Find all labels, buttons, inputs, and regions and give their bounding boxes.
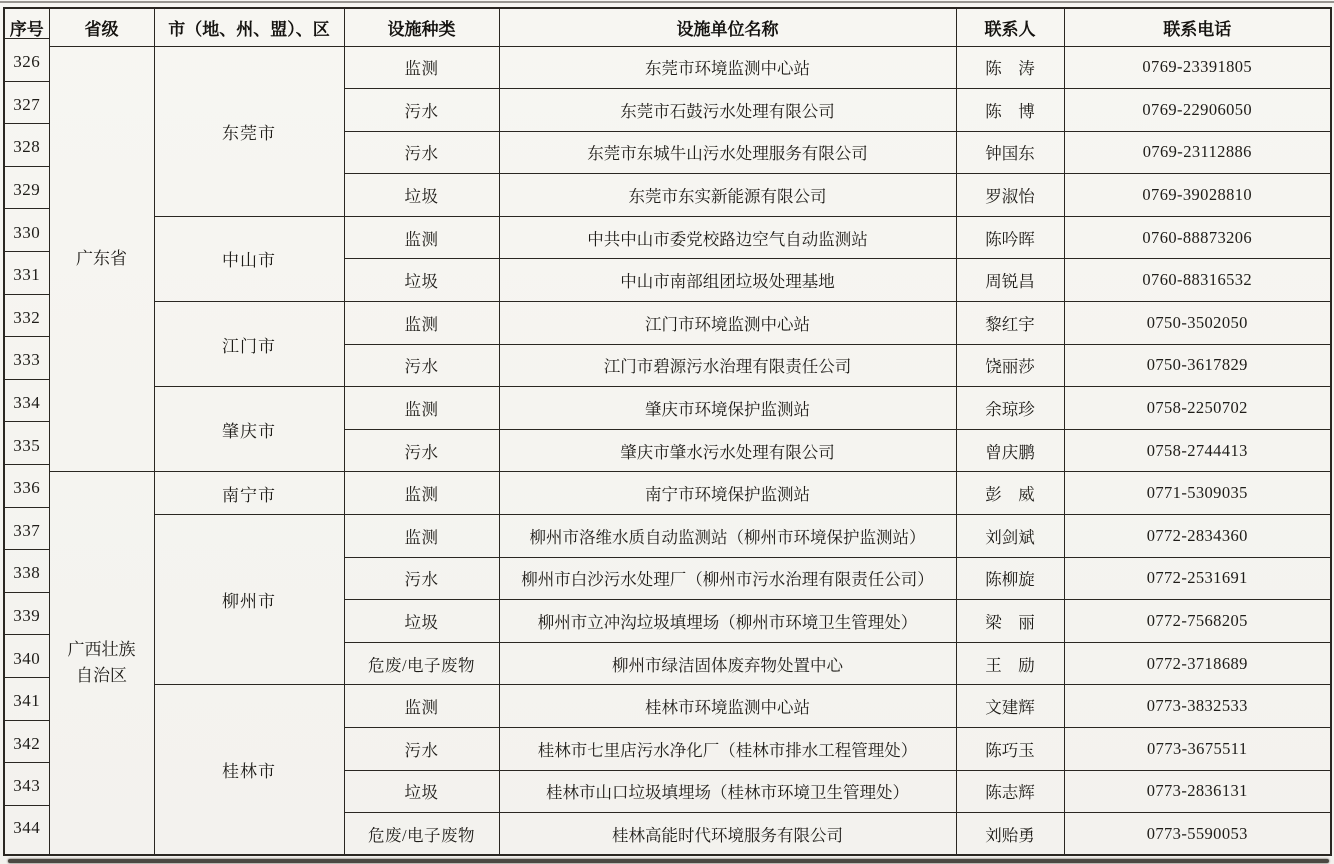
facility-name-cell: 东莞市环境监测中心站 xyxy=(499,46,956,89)
facility-name-cell: 桂林市七里店污水净化厂（桂林市排水工程管理处） xyxy=(499,728,956,771)
city-cell: 肇庆市 xyxy=(154,387,344,472)
facility-type-cell: 污水 xyxy=(344,429,499,472)
phone-cell: 0760-88873206 xyxy=(1064,216,1331,259)
facility-name-cell: 桂林市环境监测中心站 xyxy=(499,685,956,728)
facility-type-cell: 监测 xyxy=(344,515,499,558)
phone-cell: 0771-5309035 xyxy=(1064,472,1331,515)
phone-cell: 0772-3718689 xyxy=(1064,642,1331,685)
facility-type-cell: 垃圾 xyxy=(344,174,499,217)
col-header-contact: 联系人 xyxy=(956,8,1064,46)
phone-cell: 0758-2744413 xyxy=(1064,429,1331,472)
facility-type-cell: 垃圾 xyxy=(344,600,499,643)
seq-cell: 339 xyxy=(4,600,49,643)
seq-cell: 328 xyxy=(4,131,49,174)
col-header-type: 设施种类 xyxy=(344,8,499,46)
phone-cell: 0773-2836131 xyxy=(1064,770,1331,813)
phone-cell: 0769-22906050 xyxy=(1064,89,1331,132)
facility-type-cell: 危废/电子废物 xyxy=(344,642,499,685)
facility-name-cell: 肇庆市肇水污水处理有限公司 xyxy=(499,429,956,472)
table-row xyxy=(4,685,1331,728)
contact-cell: 刘贻勇 xyxy=(956,813,1064,856)
seq-cell: 335 xyxy=(4,429,49,472)
facility-type-cell: 监测 xyxy=(344,46,499,89)
seq-cell: 343 xyxy=(4,770,49,813)
phone-cell: 0750-3502050 xyxy=(1064,302,1331,345)
city-cell: 柳州市 xyxy=(154,515,344,685)
contact-cell: 曾庆鹏 xyxy=(956,429,1064,472)
facility-type-cell: 污水 xyxy=(344,344,499,387)
facility-type-cell: 垃圾 xyxy=(344,259,499,302)
contact-cell: 彭 威 xyxy=(956,472,1064,515)
seq-cell: 329 xyxy=(4,174,49,217)
facility-name-cell: 南宁市环境保护监测站 xyxy=(499,472,956,515)
col-header-name: 设施单位名称 xyxy=(499,8,956,46)
contact-cell: 陈巧玉 xyxy=(956,728,1064,771)
seq-cell: 344 xyxy=(4,813,49,856)
facility-name-cell: 柳州市白沙污水处理厂（柳州市污水治理有限责任公司） xyxy=(499,557,956,600)
facility-name-cell: 柳州市洛维水质自动监测站（柳州市环境保护监测站） xyxy=(499,515,956,558)
seq-cell: 331 xyxy=(4,259,49,302)
contact-cell: 文建辉 xyxy=(956,685,1064,728)
page-bottom-edge-line xyxy=(8,859,1329,863)
col-header-province: 省级 xyxy=(49,8,154,46)
phone-cell: 0773-3832533 xyxy=(1064,685,1331,728)
facility-name-cell: 江门市碧源污水治理有限责任公司 xyxy=(499,344,956,387)
seq-cell: 336 xyxy=(4,472,49,515)
province-cell: 广西壮族自治区 xyxy=(49,472,154,855)
table-row xyxy=(4,302,1331,345)
contact-cell: 周锐昌 xyxy=(956,259,1064,302)
seq-cell: 342 xyxy=(4,728,49,771)
seq-cell: 341 xyxy=(4,685,49,728)
facility-type-cell: 危废/电子废物 xyxy=(344,813,499,856)
col-header-city: 市（地、州、盟）、区 xyxy=(154,8,344,46)
phone-cell: 0760-88316532 xyxy=(1064,259,1331,302)
contact-cell: 饶丽莎 xyxy=(956,344,1064,387)
seq-cell: 338 xyxy=(4,557,49,600)
seq-cell: 332 xyxy=(4,302,49,345)
facility-type-cell: 监测 xyxy=(344,216,499,259)
table-row xyxy=(4,515,1331,558)
facility-name-cell: 桂林高能时代环境服务有限公司 xyxy=(499,813,956,856)
seq-cell: 326 xyxy=(4,46,49,89)
page-top-edge-line xyxy=(0,1,1334,3)
phone-cell: 0773-5590053 xyxy=(1064,813,1331,856)
facility-type-cell: 污水 xyxy=(344,89,499,132)
phone-cell: 0772-7568205 xyxy=(1064,600,1331,643)
city-cell: 南宁市 xyxy=(154,472,344,515)
facility-name-cell: 东莞市东实新能源有限公司 xyxy=(499,174,956,217)
header-row xyxy=(4,8,1331,46)
table-row xyxy=(4,46,1331,89)
table-row xyxy=(4,216,1331,259)
contact-cell: 钟国东 xyxy=(956,131,1064,174)
col-header-phone: 联系电话 xyxy=(1064,8,1331,46)
city-cell: 中山市 xyxy=(154,216,344,301)
facility-type-cell: 污水 xyxy=(344,131,499,174)
facility-name-cell: 中山市南部组团垃圾处理基地 xyxy=(499,259,956,302)
seq-cell: 327 xyxy=(4,89,49,132)
table-row xyxy=(4,472,1331,515)
contact-cell: 王 励 xyxy=(956,642,1064,685)
phone-cell: 0773-3675511 xyxy=(1064,728,1331,771)
table-body xyxy=(4,46,1331,855)
facility-type-cell: 污水 xyxy=(344,728,499,771)
facility-name-cell: 肇庆市环境保护监测站 xyxy=(499,387,956,430)
facility-type-cell: 监测 xyxy=(344,685,499,728)
facility-type-cell: 污水 xyxy=(344,557,499,600)
phone-cell: 0772-2531691 xyxy=(1064,557,1331,600)
facility-name-cell: 桂林市山口垃圾填埋场（桂林市环境卫生管理处） xyxy=(499,770,956,813)
facility-type-cell: 垃圾 xyxy=(344,770,499,813)
facility-name-cell: 东莞市石鼓污水处理有限公司 xyxy=(499,89,956,132)
contact-cell: 梁 丽 xyxy=(956,600,1064,643)
table-row xyxy=(4,387,1331,430)
facility-name-cell: 柳州市绿洁固体废弃物处置中心 xyxy=(499,642,956,685)
phone-cell: 0769-23112886 xyxy=(1064,131,1331,174)
facility-name-cell: 东莞市东城牛山污水处理服务有限公司 xyxy=(499,131,956,174)
phone-cell: 0750-3617829 xyxy=(1064,344,1331,387)
phone-cell: 0772-2834360 xyxy=(1064,515,1331,558)
seq-cell: 340 xyxy=(4,642,49,685)
seq-cell: 334 xyxy=(4,387,49,430)
seq-cell: 337 xyxy=(4,515,49,558)
col-header-seq: 序号 xyxy=(4,8,49,46)
facility-contact-table xyxy=(3,7,1332,856)
contact-cell: 陈 涛 xyxy=(956,46,1064,89)
phone-cell: 0758-2250702 xyxy=(1064,387,1331,430)
facility-type-cell: 监测 xyxy=(344,302,499,345)
facility-name-cell: 中共中山市委党校路边空气自动监测站 xyxy=(499,216,956,259)
contact-cell: 陈 博 xyxy=(956,89,1064,132)
phone-cell: 0769-23391805 xyxy=(1064,46,1331,89)
contact-cell: 陈吟晖 xyxy=(956,216,1064,259)
contact-cell: 刘剑斌 xyxy=(956,515,1064,558)
contact-cell: 罗淑怡 xyxy=(956,174,1064,217)
facility-type-cell: 监测 xyxy=(344,387,499,430)
province-cell: 广东省 xyxy=(49,46,154,472)
facility-name-cell: 江门市环境监测中心站 xyxy=(499,302,956,345)
city-cell: 东莞市 xyxy=(154,46,344,216)
facility-type-cell: 监测 xyxy=(344,472,499,515)
seq-cell: 330 xyxy=(4,216,49,259)
contact-cell: 陈柳旋 xyxy=(956,557,1064,600)
city-cell: 江门市 xyxy=(154,302,344,387)
facility-name-cell: 柳州市立冲沟垃圾填埋场（柳州市环境卫生管理处） xyxy=(499,600,956,643)
seq-cell: 333 xyxy=(4,344,49,387)
phone-cell: 0769-39028810 xyxy=(1064,174,1331,217)
contact-cell: 余琼珍 xyxy=(956,387,1064,430)
contact-cell: 黎红宇 xyxy=(956,302,1064,345)
city-cell: 桂林市 xyxy=(154,685,344,855)
contact-cell: 陈志辉 xyxy=(956,770,1064,813)
